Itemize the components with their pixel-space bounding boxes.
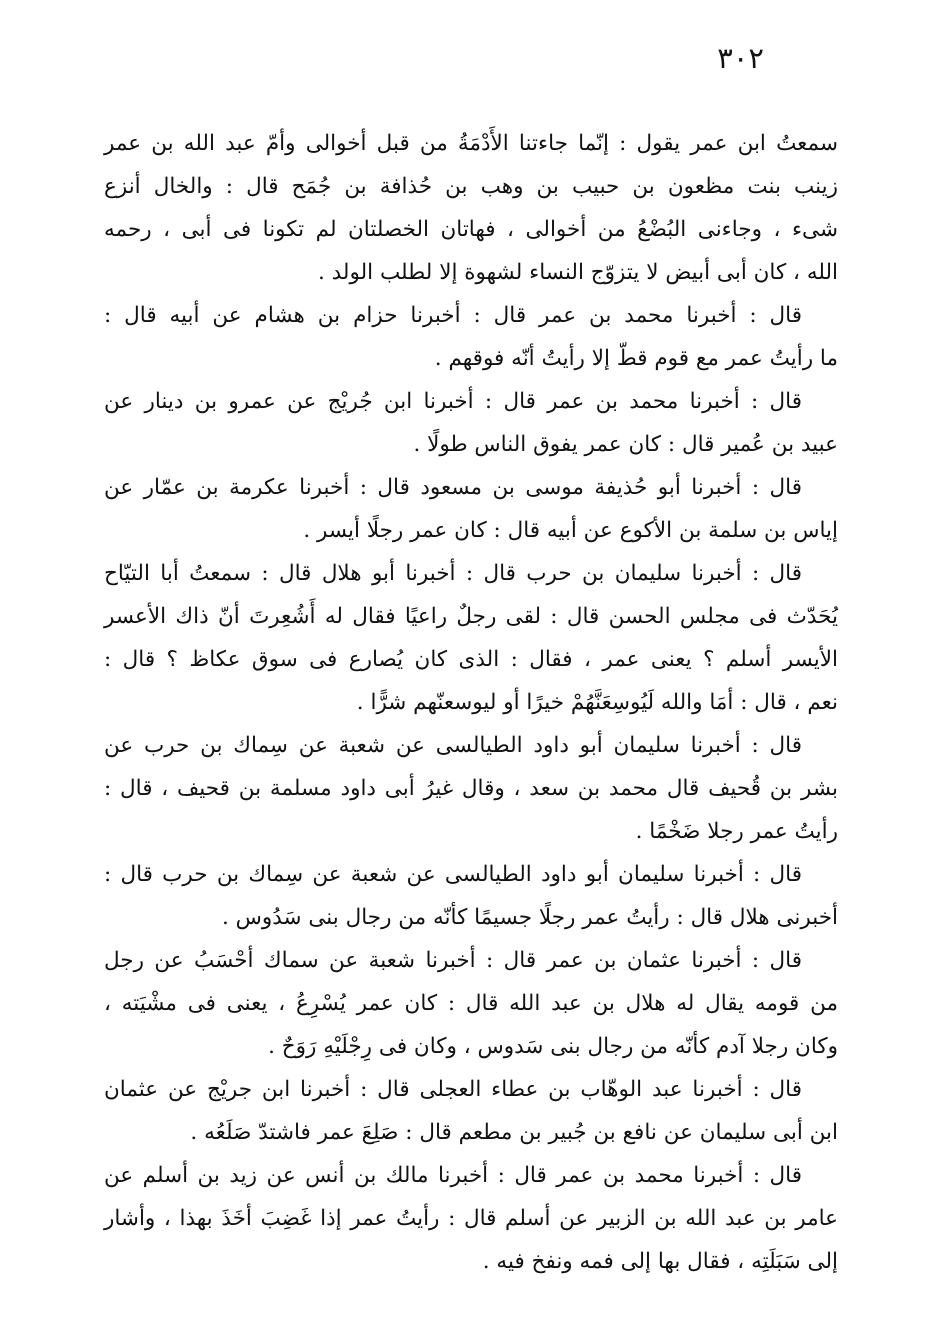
paragraph (104, 294, 838, 380)
text-line: الله ، كان أبى أبيض لا يتزوّج النساء لشهوة إلا لطلب الولد . (317, 260, 838, 285)
paragraph (104, 724, 838, 853)
text-line: رأيتُ عمر رجلا ضَخْمًا . (635, 819, 838, 844)
text-line: شىء ، وجاءنى البُضْعُ من أخوالى ، فهاتان الخصلتان لم تكونا فى أبى ، رحمه (104, 217, 838, 242)
text-line: إلى سَبَلَتِه ، فقال بها إلى فمه ونفخ فيه . (482, 1249, 838, 1274)
body-text (104, 122, 838, 1283)
text-line: ابن أبى سليمان عن نافع بن جُبير بن مطعم قال : صَلِعَ عمر فاشتدّ صَلَعُه . (190, 1120, 838, 1145)
text-line: بشر بن قُحيف قال محمد بن سعد ، وقال غيرُ أبى داود مسلمة بن قحيف ، قال : (104, 776, 838, 801)
text-line: قال : أخبرنا محمد بن عمر قال : أخبرنا حزام بن هشام عن أبيه قال : (104, 303, 802, 328)
text-line: الأيسر أسلم ؟ يعنى عمر ، فقال : الذى كان يُصارع فى سوق عكاظ ؟ قال : (104, 647, 838, 672)
paragraph (104, 380, 838, 466)
page-number: ٣٠٢ (717, 41, 764, 75)
text-line: ما رأيتُ عمر مع قوم قطّ إلا رأيتُ أنّه فوقهم . (434, 346, 838, 371)
paragraph (104, 122, 838, 294)
text-line: قال : أخبرنا محمد بن عمر قال : أخبرنا مالك بن أنس عن زيد بن أسلم عن (104, 1163, 802, 1188)
text-line: عبيد بن عُمير قال : كان عمر يفوق الناس طولًا . (413, 432, 838, 457)
text-line: يُحَدّث فى مجلس الحسن قال : لقى رجلٌ راعيًا فقال له أَشُعِرتَ أنّ ذاك الأعسر (104, 604, 838, 629)
paragraph (104, 939, 838, 1068)
text-line: إياس بن سلمة بن الأكوع عن أبيه قال : كان عمر رجلًا أيسر . (303, 518, 838, 543)
text-line: زينب بنت مظعون بن حبيب بن وهب بن حُذافة بن جُمَح قال : والخال أنزع (104, 174, 838, 199)
paragraph (104, 1154, 838, 1283)
paragraph (104, 853, 838, 939)
text-line: قال : أخبرنا أبو حُذيفة موسى بن مسعود قال : أخبرنا عكرمة بن عمّار عن (104, 475, 802, 500)
text-line: قال : أخبرنا عثمان بن عمر قال : أخبرنا شعبة عن سماك أحْسَبُ عن رجل (104, 948, 802, 973)
text-line: أخبرنى هلال قال : رأيتُ عمر رجلًا جسيمًا كأنّه من رجال بنى سَدُوس . (221, 905, 838, 930)
text-line: وكان رجلا آدم كأنّه من رجال بنى سَدوس ، وكان فى رِجْلَيْهِ رَوَحٌ . (268, 1034, 838, 1059)
paragraph (104, 1068, 838, 1154)
text-line: عامر بن عبد الله بن الزبير عن أسلم قال : رأيتُ عمر إذا غَضِبَ أخَذَ بهذا ، وأشار (104, 1206, 838, 1231)
text-line: سمعتُ ابن عمر يقول : إنّما جاءتنا الأَدْمَةُ من قبل أخوالى وأمّ عبد الله بن عمر (104, 131, 838, 156)
text-line: قال : أخبرنا سليمان بن حرب قال : أخبرنا أبو هلال قال : سمعتُ أبا التيّاح (104, 561, 802, 586)
text-line: نعم ، قال : أمَا والله لَيُوسِعَنَّهُمْ خيرًا أو ليوسعنّهم شرًّا . (356, 690, 838, 715)
paragraph (104, 552, 838, 724)
text-line: قال : أخبرنا عبد الوهّاب بن عطاء العجلى قال : أخبرنا ابن جريْج عن عثمان (104, 1077, 802, 1102)
text-line: قال : أخبرنا سليمان أبو داود الطيالسى عن شعبة عن سِماك بن حرب قال : (104, 862, 802, 887)
text-line: من قومه يقال له هلال بن عبد الله قال : كان عمر يُسْرِعُ ، يعنى فى مشْيَته ، (104, 991, 838, 1016)
text-line: قال : أخبرنا سليمان أبو داود الطيالسى عن شعبة عن سِماك بن حرب عن (104, 733, 802, 758)
text-line: قال : أخبرنا محمد بن عمر قال : أخبرنا ابن جُريْج عن عمرو بن دينار عن (104, 389, 802, 414)
paragraph (104, 466, 838, 552)
